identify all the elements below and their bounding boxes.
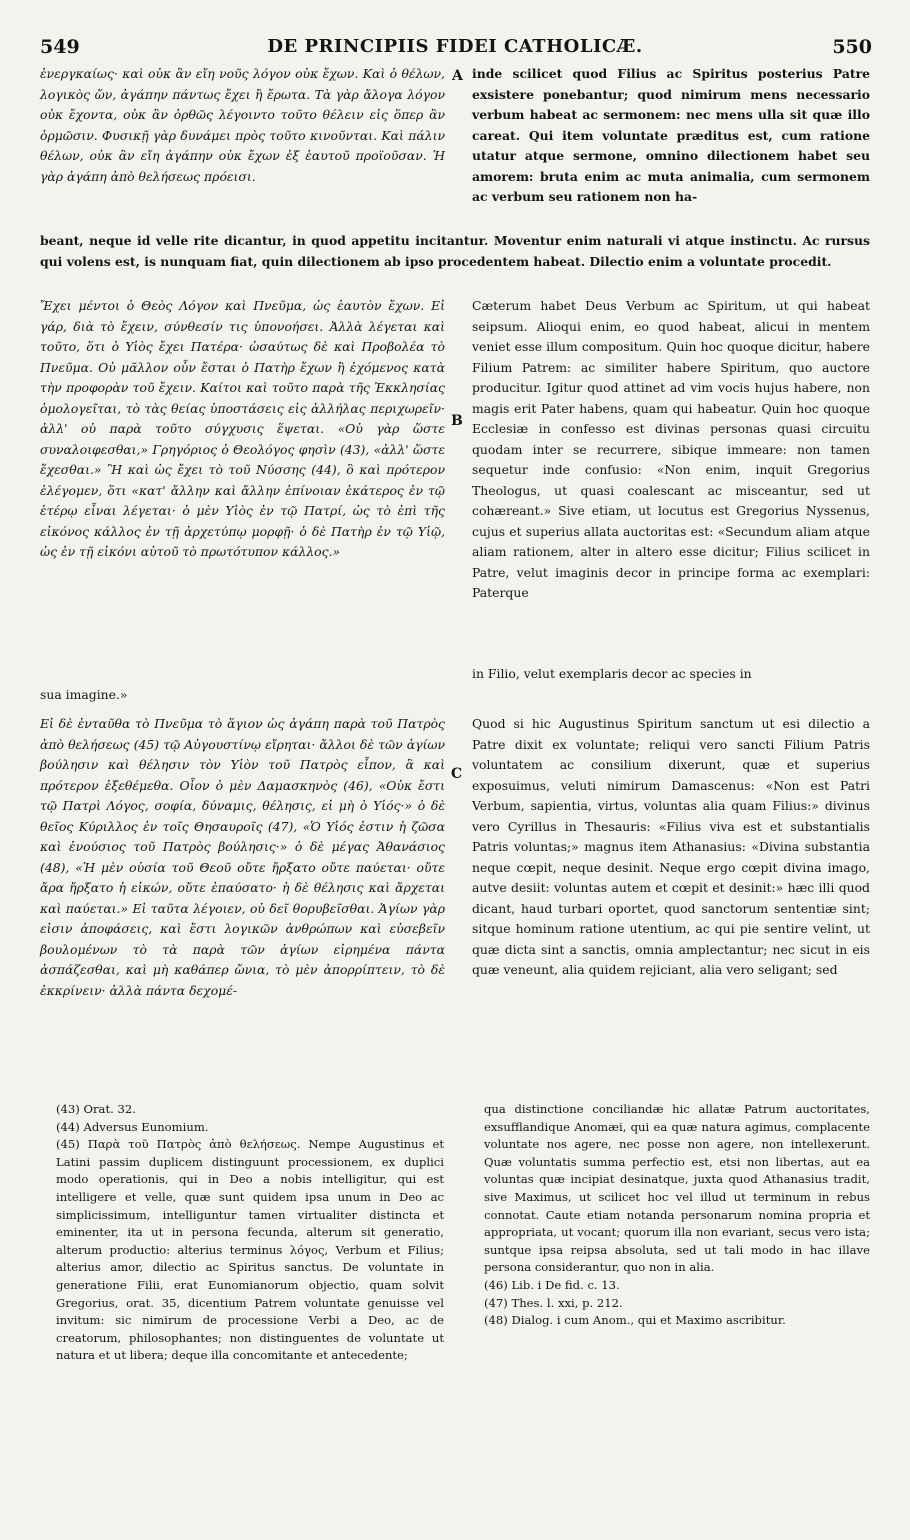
latin-paragraph-end: sua imagine.» [40, 687, 128, 702]
footnote: (48) Dialog. i cum Anom., qui et Maximo ascribitur. [484, 1313, 786, 1328]
margin-letter-c: C [451, 766, 463, 782]
running-title: DE PRINCIPIIS FIDEI CATHOLICÆ. [267, 36, 643, 57]
latin-paragraph: Cæterum habet Deus Verbum ac Spiritum, ut qui habeat seipsum. Alioqui enim, eo quod habeat, alicui in mentem veniet esse illum compositum. Quin hoc quoque dicitur, habere Filium Patrem: ac similiter habere Spiritum, quo auctore producitur. Igitur quod attinet ad vim vocis hujus habere, non magis erit Pater habens, quam qui habeatur. Quin hoc quoque Ecclesiæ in confesso est divinas personas quasi circuitu quodam inter se recurrere, sibique immeare: non tamen sequetur inde confusio: «Non enim, inquit Gregorius Theologus, ut quasi coalescant ac misceantur, sed ut cohæreant.» Sive etiam, ut locutus est Gregorius Nyssenus, cujus et superius allata auctoritas est: «Secundum aliam atque aliam rationem, alter in altero esse dicitur; Filius scilicet in Patre, velut imaginis decor in principe forma ac exemplari: Paterque [472, 298, 870, 600]
latin-column-block-3 [472, 714, 870, 981]
full-width-line-block-1 [40, 231, 870, 272]
greek-column-block-3 [40, 714, 445, 1001]
latin-paragraph-cont: in Filio, velut exemplaris decor ac species in [472, 666, 752, 681]
greek-paragraph: Εἰ δὲ ἐνταῦθα τὸ Πνεῦμα τὸ ἅγιον ὡς ἀγάπη παρὰ τοῦ Πατρὸς ἀπὸ θελήσεως (45) τῷ Αὐγουστίνῳ εἴρηται· ἄλλοι δὲ τῶν ἁγίων βούλησιν καὶ θέλησιν τὸν Υἱὸν τοῦ Πατρὸς εἶπον, ἃ καὶ πρότερον ἐξεθέμεθα. Οἷον ὁ μὲν Δαμασκηνὸς (46), «Οὐκ ἔστι τῷ Πατρὶ Λόγος, σοφία, δύναμις, θέλησις, εἰ μὴ ὁ Υἱός·» ὁ δὲ θεῖος Κύριλλος ἐν τοῖς Θησαυροῖς (47), «Ὁ Υἱός ἐστιν ἡ ζῶσα καὶ ἐνούσιος τοῦ Πατρὸς βούλησις·» ὁ δὲ μέγας Ἀθανάσιος (48), «Ἡ μὲν οὐσία τοῦ Θεοῦ οὔτε ἤρξατο οὔτε παύεται· οὔτε ἄρα ἤρξατο ἡ εἰκών, οὔτε ἐπαύσατο· ἡ δὲ θέλησις καὶ ἄρχεται καὶ παύεται.» Εἰ ταῦτα λέγοιεν, οὐ δεῖ θορυβεῖσθαι. Ἁγίων γὰρ εἰσιν ἀποφάσεις, καὶ ἔστι λογικῶν ἀνθρώπων καὶ εὐσεβεῖν βουλομένων τὸ τὰ παρὰ τῶν ἁγίων εἰρημένα πάντα ἀσπάζεσθαι, καὶ μὴ καθάπερ ὤνια, τὸ μὲν ἀπορρίπτειν, τὸ δὲ ἐκκρίνειν· ἀλλὰ πάντα δεχομέ- [40, 716, 445, 998]
greek-paragraph: ἐνεργκαίως· καὶ οὐκ ἂν εἴη νοῦς λόγον οὐκ ἔχων. Καὶ ὁ θέλων, λογικὸς ὤν, ἀγάπην πάντως ἔχει ἢ ἔρωτα. Τὰ γὰρ ἄλογα λόγον οὐκ ἔχοντα, οὐκ ἂν ὀρθῶς λέγοιντο τοῦτο θέλειν εἰς ὅπερ ἂν ὁρμῶσιν. Φυσικῇ γὰρ δυνάμει πρὸς τοῦτο κινοῦνται. Καὶ πάλιν θέλων, οὐκ ἂν εἴη ἀγάπην οὐκ ἔχων ἐξ ἑαυτοῦ προϊοῦσαν. Ἡ γὰρ ἀγάπη ἀπὸ θελήσεως πρόεισι. [40, 66, 445, 184]
greek-column-block-1 [40, 64, 445, 187]
latin-paragraph: Quod si hic Augustinus Spiritum sanctum ut esi dilectio a Patre dixit ex voluntate; reliqui vero sancti Filium Patris voluntatem ac consilium dixerunt, quæ et superius exposuimus, veluti nimirum Damascenus: «Non est Patri Verbum, sapientia, virtus, voluntas alia quam Filius:» divinus vero Cyrillus in Thesauris: «Filius viva est et substantialis Patris voluntas;» magnus item Athanasius: «Divina substantia neque cœpit, neque desinit. Neque ergo cœpit divina imago, autve desiit: voluntas autem et cœpit et desinit:» hæc illi quod dicant, haud turbari oportet, quod sanctorum sententiæ sint; sitque hominum ratione utentium, ac qui pie sentire velint, ut quæ dicta sint a sanctis, omnia amplectantur; nec sicut in eis quæ veneunt, alia quidem rejiciant, alia vero seligant; sed [472, 716, 870, 977]
margin-letter-a: A [452, 68, 463, 84]
left-page-number: 549 [40, 36, 80, 58]
footnote: (44) Adversus Eunomium. [56, 1119, 209, 1134]
footnotes-left [56, 1101, 444, 1365]
greek-column-block-2 [40, 296, 445, 563]
full-width-line-block-2 [40, 685, 445, 706]
right-page-number: 550 [832, 36, 872, 58]
latin-paragraph: inde scilicet quod Filius ac Spiritus posterius Patre exsistere ponebantur; quod nimirum mens necessario verbum habeat ac sermonem: nec mens ulla sit quæ illo careat. Qui item voluntate præditus est, cum ratione utatur atque sermone, omnino dilectionem habet seu amorem: bruta enim ac muta animalia, cum sermonem ac verbum seu rationem non ha- [472, 66, 870, 204]
latin-paragraph-cont: beant, neque id velle rite dicantur, in quod appetitu incitantur. Moventur enim naturali vi atque instinctu. Ac rursus qui volens est, is nunquam fiat, quin dilectionem ab ipso procedentem habeat. Dilectio enim a voluntate procedit. [40, 233, 870, 269]
footnotes-right [484, 1101, 870, 1330]
footnote: (43) Orat. 32. [56, 1102, 136, 1116]
latin-column-block-1 [472, 64, 870, 208]
latin-column-block-2-cont [472, 664, 870, 685]
footnote: (45) Παρὰ τοῦ Πατρὸς ἀπὸ θελήσεως. Nempe Augustinus et Latini passim duplicem distinguunt processionem, ex duplici modo operationis, qui in Deo a nobis intelligitur, qui est intelligere et velle, quæ sunt quidem ipsa unum in Deo ac simplicissimum, intelliguntur tamen virtualiter distincta et eminenter, ita ut in persona fecunda, alterum sit generatio, alterum productio: alterius terminus λόγος, Verbum et Filius; alterius amor, dilectio ac Spiritus sanctus. De voluntate in generatione Filii, erat Eunomianorum objectio, quam solvit Gregorius, orat. 35, dicentium Patrem voluntate genuisse vel invitum: sic nimirum de processione Verbi a Deo, ac de creatorum, philosophantes; non distinguentes de voluntate ut natura et ut libera; deque illa concomitante et antecedente; [56, 1137, 444, 1363]
latin-column-block-2 [472, 296, 870, 604]
margin-letter-b: B [451, 413, 463, 429]
footnote: qua distinctione conciliandæ hic allatæ Patrum auctoritates, exsufflandique Anomæi, qui ea quæ natura agimus, complacente voluntate nos agere, nec posse non agere, non intellexerunt. Quæ voluntatis summa perfectio est, etsi non libertas, aut ea voluntas quæ incipiat desinatque, juxta quod Athanasius tradit, sive Maximus, ut scilicet hoc vel illud ut terminum in rebus connotat. Caute etiam notanda personarum nomina propria et appropriata, ut vocant; quorum illa non evariant, secus vero ista; suntque ipsa reipsa absoluta, sed ut tali modo in hac illave persona considerantur, quo non in alia. [484, 1102, 870, 1275]
greek-paragraph: Ἔχει μέντοι ὁ Θεὸς Λόγον καὶ Πνεῦμα, ὡς ἑαυτὸν ἔχων. Εἰ γάρ, διὰ τὸ ἔχειν, σύνθεσίν τις ὑπονοήσει. Ἀλλὰ λέγεται καὶ τοῦτο, ὅτι ὁ Υἱὸς ἔχει Πατέρα· ὡσαύτως δὲ καὶ Προβολέα τὸ Πνεῦμα. Οὐ μᾶλλον οὖν ἔσται ὁ Πατὴρ ἔχων ἢ ἐχόμενος κατὰ τὴν προφορὰν τοῦ ἔχειν. Καίτοι καὶ τοῦτο παρὰ τῆς Ἐκκλησίας ὁμολογεῖται, τὸ τὰς θείας ὑποστάσεις εἰς ἀλλήλας περιχωρεῖν· ἀλλ' οὐ παρὰ τοῦτο σύγχυσις ἕψεται. «Οὐ γὰρ ὥστε συναλοιφεσθαι,» Γρηγόριος ὁ Θεολόγος φησὶν (43), «ἀλλ' ὥστε ἔχεσθαι.» Ἢ καὶ ὡς ἔχει τὸ τοῦ Νύσσης (44), ὃ καὶ πρότερον ἐλέγομεν, ὅτι «κατ' ἄλλην καὶ ἄλλην ἐπίνοιαν ἑκάτερος ἐν τῷ ἑτέρῳ εἶναι λέγεται· ὁ μὲν Υἱὸς ἐν τῷ Πατρί, ὡς τὸ ἐπὶ τῆς εἰκόνος κάλλος ἐν τῇ ἀρχετύπῳ μορφῇ· ὁ δὲ Πατὴρ ἐν τῷ Υἱῷ, ὡς ἐν τῇ εἰκόνι αὐτοῦ τὸ πρωτότυπον κάλλος.» [40, 298, 445, 559]
footnote: (47) Thes. l. xxi, p. 212. [484, 1295, 623, 1310]
footnote: (46) Lib. i De fid. c. 13. [484, 1277, 620, 1292]
